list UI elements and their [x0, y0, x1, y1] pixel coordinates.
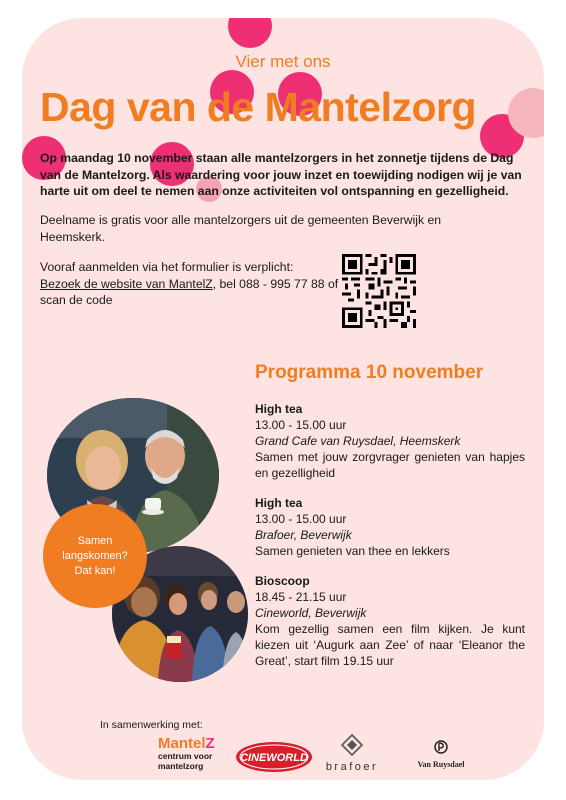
registration-line2: , bel 088 - 995 77 88 of scan de code: [40, 276, 339, 307]
brafoer-diamond-icon: [340, 734, 364, 756]
program-event: [255, 495, 525, 559]
brafoer-text: brafoer: [325, 761, 379, 773]
program-title: Programma 10 november: [255, 362, 484, 383]
event-name: High tea: [255, 402, 303, 416]
bubble-line2: langskomen?: [62, 549, 128, 562]
cineworld-logo: [234, 740, 314, 774]
decorative-dot: [228, 18, 272, 48]
registration-line1: Vooraf aanmelden via het formulier is verplicht:: [40, 260, 294, 274]
join-us-bubble: [43, 504, 147, 608]
mantelz-sub2: mantelzorg: [158, 760, 204, 771]
event-description: Samen genieten van thee en lekkers: [255, 544, 450, 558]
event-name: High tea: [255, 496, 303, 510]
bubble-line1: Samen: [77, 534, 113, 547]
cineworld-text: CINEWORLD: [240, 752, 308, 764]
event-time: 13.00 - 15.00 uur: [255, 512, 347, 526]
page-title: Dag van de Mantelzorg: [40, 84, 477, 130]
event-place: Cineworld, Beverwijk: [255, 606, 367, 620]
partners-label: In samenwerking met:: [100, 719, 203, 731]
event-name: Bioscoop: [255, 574, 310, 588]
ruysdael-text: Van Ruysdael: [417, 760, 465, 769]
event-description: Kom gezellig samen een film kijken. Je kunt kiezen uit ‘Augurk aan Zee’ of naar ‘Eleanor the Great’, start film 19.15 uur: [255, 622, 525, 668]
mantelz-logo: [158, 736, 215, 771]
bubble-line3: Dat kan!: [74, 564, 116, 577]
brafoer-logo: [324, 734, 380, 773]
event-place: Grand Cafe van Ruysdael, Heemskerk: [255, 434, 461, 448]
event-time: 13.00 - 15.00 uur: [255, 418, 347, 432]
ruysdael-emblem-icon: [431, 739, 451, 755]
event-time: 18.45 - 21.15 uur: [255, 590, 347, 604]
subtitle: Vier met ons: [235, 52, 331, 71]
program-event: [255, 401, 525, 481]
participation-text: Deelname is gratis voor alle mantelzorgers uit de gemeenten Beverwijk en Heemskerk.: [40, 213, 442, 244]
program-event: [255, 573, 525, 669]
qr-code[interactable]: [341, 254, 417, 328]
mantelz-sub1: centrum voor: [158, 751, 213, 761]
registration-text: [40, 259, 340, 309]
mantelz-website-link[interactable]: Bezoek de website van MantelZ: [40, 276, 213, 291]
mantelz-z: Z: [205, 735, 215, 752]
event-description: Samen met jouw zorgvrager genieten van hapjes en gezelligheid: [255, 450, 525, 480]
event-place: Brafoer, Beverwijk: [255, 528, 352, 542]
intro-text: Op maandag 10 november staan alle mantelzorgers in het zonnetje tijdens de Dag van de Mantelzorg. Als waardering voor jouw inzet en toewijding nodigen wij je van harte uit om deel te nemen aan onze activiteiten vol ontspanning en gezelligheid.: [40, 151, 522, 198]
ruysdael-logo: [410, 739, 472, 769]
mantelz-brand: Mantel: [158, 735, 206, 752]
